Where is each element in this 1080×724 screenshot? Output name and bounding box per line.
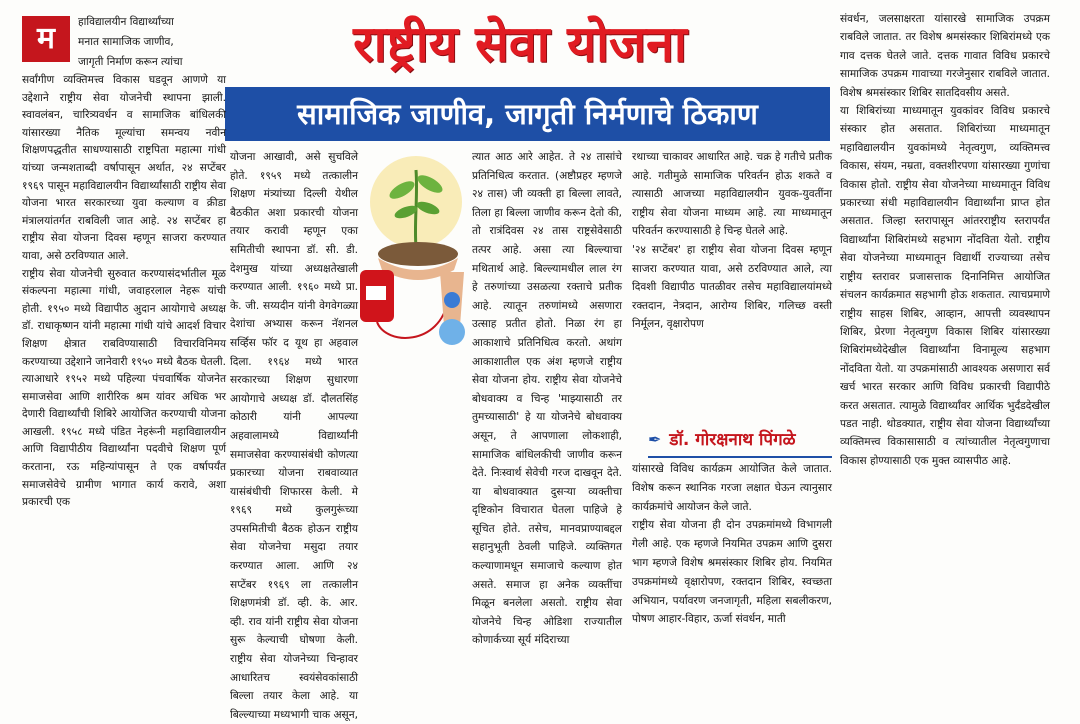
drop-cap: म [22,16,70,62]
column-5-body: संवर्धन, जलसाक्षरता यांसारखे सामाजिक उपक्रम राबविले जातात. तर विशेष श्रमसंस्कार शिबिरांमध्ये एक गाव दत्तक घेतले जाते. दत्तक गावात विविध प्रकारचे सामाजिक उपक्रम गावाच्या गरजेनुसार राबविले जातात. विशेष श्रमसंस्कार शिबिर सातदिवसीय असते. या शिबिरांच्या माध्यमातून युवकांवर विविध प्रकारचे संस्कार होत असतात. शिबिरांच्या माध्यमातून महाविद्यालयीन युवकांमध्ये नेतृत्वगुण, व्यक्तिमत्त्व विकास, संयम, नम्रता, वक्तशीरपणा यांसारख्या गुणांचा विकास होतो. राष्ट्रीय सेवा योजनेच्या माध्यमातून विविध प्रकारच्या संधी महाविद्यालयीन विद्यार्थ्यांना प्राप्त होत असतात. जिल्हा स्तरापासून आंतरराष्ट्रीय स्तरापर्यंत विद्यार्थ्यांना शिबिरांमध्ये सहभाग नोंदविता येतो. राष्ट्रीय सेवा योजनेच्या माध्यमातून विद्यार्थी राज्याच्या तसेच राष्ट्रीय स्तरावर प्रजासत्ताक दिनानिमित्त आयोजित संचलन कार्यक्रमात सहभागी होऊ शकतात. त्याचप्रमाणे राष्ट्रीय साहस शिबिर, आव्हान, आपत्ती व्यवस्थापन शिबिर, प्रेरणा नेतृत्वगुण विकास शिबिर यांसारख्या शिबिरांमध्येदेखील विद्यार्थ्यांना विनामूल्य सहभाग नोंदविता येतो. या उपक्रमांसाठी आवश्यक असणारा सर्व खर्च भारत सरकार आणि विविध प्रकारची विद्यापीठे करत असतात. त्यामुळे विद्यार्थ्यांवर आर्थिक भुर्दंडदेखील पडत नाही. थोडक्यात, राष्ट्रीय सेवा योजना विद्यार्थ्यांच्या व्यक्तिमत्त्व विकासासाठी व त्यांच्यातील नेतृत्वगुणाचा विकास होण्यासाठी एक मुक्त व्यासपीठ आहे. [840,13,1050,467]
column-2-body: योजना आखावी, असे सुचविले होते. १९५९ मध्ये तत्कालीन शिक्षण मंत्र्यांच्या दिल्ली येथील बैठकीत अशा प्रकारची योजना तयार करावी म्हणून एका समितीची स्थापना डॉ. सी. डी. देशमुख यांच्या अध्यक्षतेखाली करण्यात आली. १९६० मध्ये प्रा. के. जी. सय्यदीन यांनी वेगवेगळ्या देशांचा अभ्यास करून नॅशनल सर्व्हिस फॉर द यूथ हा अहवाल दिला. १९६४ मध्ये भारत सरकारच्या शिक्षण सुधारणा आयोगाचे अध्यक्ष डॉ. दौलतसिंह कोठारी यांनी आपल्या अहवालामध्ये विद्यार्थ्यांनी समाजसेवा करण्यासंबंधी कोणत्या प्रकारच्या योजना राबवाव्यात यासंबंधीची शिफारस केली. मे १९६९ मध्ये कुलगुरूंच्या उपसमितीची बैठक होऊन राष्ट्रीय सेवा योजनेचा मसुदा तयार करण्यात आला. आणि २४ सप्टेंबर १९६९ ला तत्कालीन शिक्षणमंत्री डॉ. व्ही. के. आर. व्ही. राव यांनी राष्ट्रीय सेवा योजना सुरू केल्याची घोषणा केली. राष्ट्रीय सेवा योजनेच्या चिन्हावर आधारितच स्वयंसेवकांसाठी बिल्ला तयार केला आहे. या बिल्ल्याच्या मध्यभागी चाक असून, [230,151,358,721]
hand-fist [439,319,465,345]
tree-and-blood-bag-illustration [356,150,482,350]
soil-mound [378,242,458,266]
column-1-intro: हाविद्यालयीन विद्यार्थ्यांच्या मनात सामाजिक जाणीव, जागृती निर्माण करून त्यांचा [78,16,183,68]
column-4-top: रथाच्या चाकावर आधारित आहे. चक्र हे गतीचे प्रतीक आहे. गतीमुळे सामाजिक परिवर्तन होऊ शकते व त्यासाठी आजच्या महाविद्यालयीन युवक-युवतींना राष्ट्रीय सेवा योजना माध्यम आहे. त्या माध्यमातून परिवर्तन करण्यासाठी हे चिन्ह घेतले आहे. '२४ सप्टेंबर' हा राष्ट्रीय सेवा योजना दिवस म्हणून साजरा करण्यात यावा, असे ठरविण्यात आले, त्या दिवशी विद्यापीठ पातळीवर तसेच महाविद्यालयांमध्ये रक्तदान, नेत्रदान, आरोग्य शिबिर, गलिच्छ वस्ती निर्मूलन, वृक्षारोपण [632,151,832,331]
article-subtitle-banner: सामाजिक जाणीव, जागृती निर्मणाचे ठिकाण [225,87,830,141]
author-byline [648,424,832,458]
column-3-body: त्यात आठ आरे आहेत. ते २४ तासांचे प्रतिनिधित्व करतात. (अष्टौप्रहर म्हणजे २४ तास) जी व्यक्ती हा बिल्ला लावते, तिला हा बिल्ला जाणीव करून देतो की, तो रात्रंदिवस २४ तास राष्ट्रसेवेसाठी तत्पर आहे. असा त्या बिल्ल्याचा मथितार्थ आहे. बिल्ल्यामधील लाल रंग हे तरुणांच्या उसळत्या रक्ताचे प्रतीक आहे. त्यातून तरुणांमध्ये असणारा उत्साह प्रतीत होतो. निळा रंग हा आकाशाचे प्रतिनिधित्व करतो. अथांग आकाशातील एक अंश म्हणजे राष्ट्रीय सेवा योजना होय. राष्ट्रीय सेवा योजनेचे बोधवाक्य व चिन्ह 'माझ्यासाठी तर तुमच्यासाठी' हे या योजनेचे बोधवाक्य असून, ते आपणाला लोकशाही, सामाजिक बांधिलकीची जाणीव करून देते. निःस्वार्थ सेवेची गरज दाखवून देते. या बोधवाक्यात दुसऱ्या व्यक्तीचा दृष्टिकोन विचारात घेतला पाहिजे हे सूचित होते. तसेच, मानवप्राण्याबद्दल सहानुभूती ठेवली पाहिजे. व्यक्तिगत कल्याणामधून समाजाचे कल्याण होत असते. समाज हा अनेक व्यक्तींचा मिळून बनलेला असतो. राष्ट्रीय सेवा योजनेचे चिन्ह ओडिशा राज्यातील कोणार्कच्या सूर्य मंदिराच्या [472,151,622,647]
column-1-body: सर्वांगीण व्यक्तिमत्त्व विकास घडवून आणणे या उद्देशाने राष्ट्रीय सेवा योजनेची स्थापना झाली. स्वावलंबन, चारित्र्यवर्धन व सामाजिक बांधिलकी यांसारख्या नैतिक मूल्यांचा समन्वय नवीन शिक्षणपद्धतीत साधण्यासाठी राष्ट्रपिता महात्मा गांधी यांच्या जन्मशताब्दी वर्षापासून अर्थात, २४ सप्टेंबर १९६९ पासून महाविद्यालयीन विद्यार्थ्यांसाठी राष्ट्रीय सेवा योजना भारत सरकारच्या युवा कल्याण व क्रीडा मंत्रालयांतर्गत राबविली जात आहे. २४ सप्टेंबर हा राष्ट्रीय सेवा योजना दिवस म्हणून साजरा करण्यात यावा, असे ठरविण्यात आले. राष्ट्रीय सेवा योजनेची सुरुवात करण्यासंदर्भातील मूळ संकल्पना महात्मा गांधी, जवाहरलाल नेहरू यांची होती. १९५० मध्ये विद्यापीठ अुदान आयोगाचे अध्यक्ष डॉ. राधाकृष्णन यांनी महात्मा गांधी यांचे आदर्श विचार शिक्षण क्षेत्रात राबविण्यासाठी विचारविनिमय करण्याच्या उद्देशाने जानेवारी १९५० मध्ये बैठक घेतली. त्याआधारे १९५२ मध्ये पहिल्या पंचवार्षिक योजनेत समाजसेवा आणि शारीरिक श्रम यांवर अधिक भर देणारी विद्यार्थ्यांची शिबिरे आयोजित करण्याची योजना आखली. १९५८ मध्ये पंडित नेहरूंनी महाविद्यालयीन आणि विद्यापीठीय विद्यार्थ्यांना पदवीचे शिक्षण पूर्ण करताना, रऊ महिन्यांपासून ते एक वर्षापर्यंत समाजसेवेचे ग्रामीण भागात कार्य करावे, अशा प्रकारची एक [22,74,226,509]
pen-nib-icon: ✒ [648,430,662,449]
bandage-heart [444,292,460,308]
author-name: डॉ. गोरक्षनाथ पिंगळे [669,430,796,450]
blood-bag-label [366,286,386,300]
article-title: राष्ट्रीय सेवा योजना [353,15,687,73]
column-4-bottom: यांसारखे विविध कार्यक्रम आयोजित केले जातात. विशेष करून स्थानिक गरजा लक्षात घेऊन त्यानुसार कार्यक्रमांचे आयोजन केले जाते. राष्ट्रीय सेवा योजना ही दोन उपक्रमांमध्ये विभागली गेली आहे. एक म्हणजे नियमित उपक्रम आणि दुसरा भाग म्हणजे विशेष श्रमसंस्कार शिबिर होय. नियमित उपक्रमांमध्ये वृक्षारोपण, रक्तदान शिबिर, स्वच्छता अभियान, पर्यावरण जनजागृती, महिला सबलीकरण, पोषण आहार-विहार, ऊर्जा संवर्धन, माती [632,463,832,626]
